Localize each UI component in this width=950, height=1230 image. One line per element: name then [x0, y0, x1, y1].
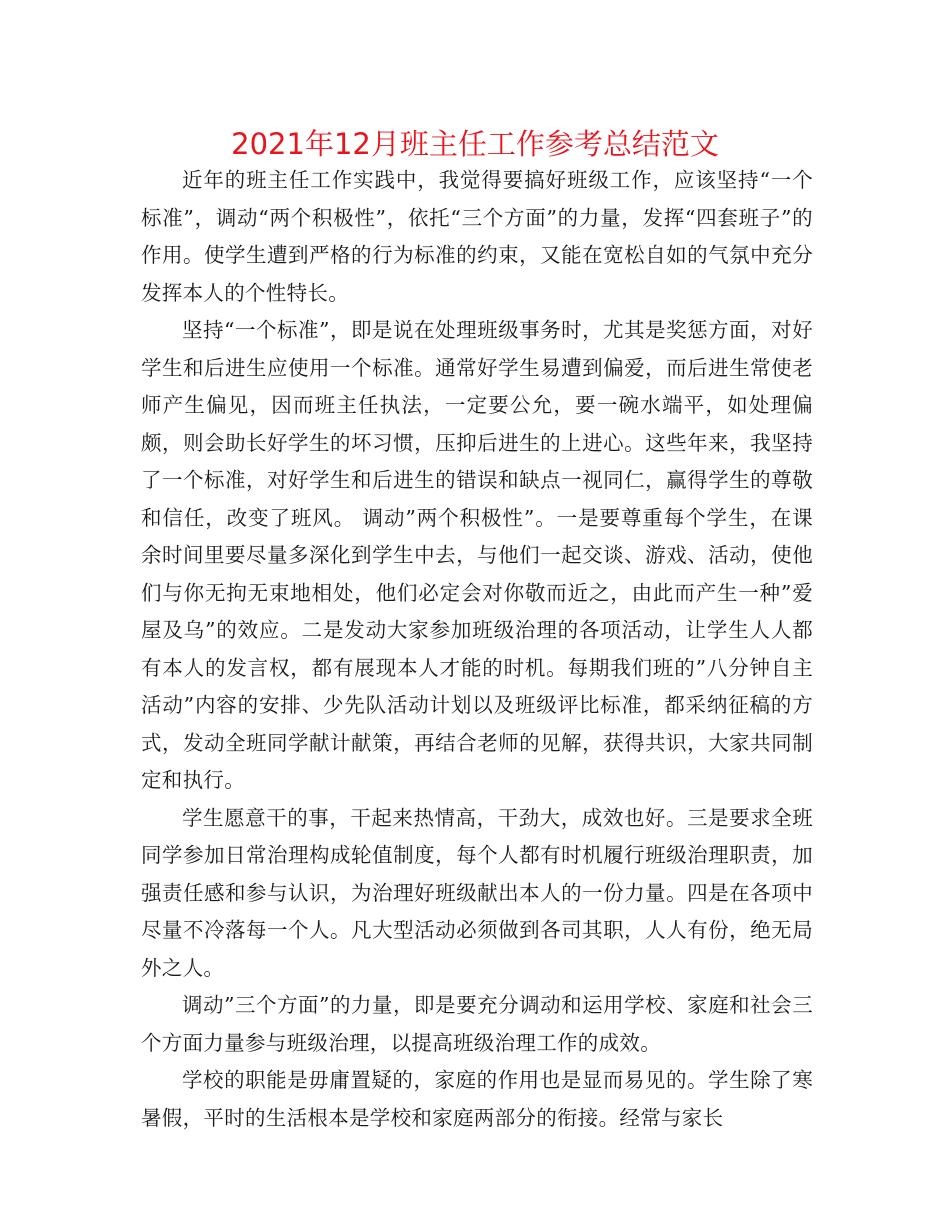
- paragraph-3: 学生愿意干的事，干起来热情高，干劲大，成效也好。三是要求全班同学参加日常治理构成轮值制度，每个人都有时机履行班级治理职责，加强责任感和参与认识，为治理好班级献出本人的一份力量。四是在各项中尽量不冷落每一个人。凡大型活动必须做到各司其职，人人有份，绝无局外之人。: [141, 805, 813, 980]
- document-body: [141, 162, 813, 1137]
- paragraph-5: 学校的职能是毋庸置疑的，家庭的作用也是显而易见的。学生除了寒暑假，平时的生活根本是学校和家庭两部分的衔接。经常与家长: [141, 1068, 813, 1130]
- paragraph-4: 调动”三个方面”的力量，即是要充分调动和运用学校、家庭和社会三个方面力量参与班级治理，以提高班级治理工作的成效。: [141, 993, 813, 1055]
- document-title: 2021年12月班主任工作参考总结范文: [231, 127, 719, 161]
- paragraph-1: 近年的班主任工作实践中，我觉得要搞好班级工作，应该坚持“一个标准”，调动“两个积极性”，依托“三个方面”的力量，发挥“四套班子”的作用。使学生遭到严格的行为标准的约束，又能在宽松自如的气氛中充分发挥本人的个性特长。: [141, 168, 813, 305]
- paragraph-2: 坚持“一个标准”，即是说在处理班级事务时，尤其是奖惩方面，对好学生和后进生应使用一个标准。通常好学生易遭到偏爱，而后进生常使老师产生偏见，因而班主任执法，一定要公允，要一碗水端平，如处理偏颇，则会助长好学生的坏习惯，压抑后进生的上进心。这些年来，我坚持了一个标准，对好学生和后进生的错误和缺点一视同仁，赢得学生的尊敬和信任，改变了班风。 调动”两个积极性”。一是要尊重每个学生，在课余时间里要尽量多深化到学生中去，与他们一起交谈、游戏、活动，使他们与你无拘无束地相处，他们必定会对你敬而近之，由此而产生一种”爱屋及乌”的效应。二是发动大家参加班级治理的各项活动，让学生人人都有本人的发言权，都有展现本人才能的时机。每期我们班的”八分钟自主活动”内容的安排、少先队活动计划以及班级评比标准，都采纳征稿的方式，发动全班同学献计献策，再结合老师的见解，获得共识，大家共同制定和执行。: [141, 318, 813, 792]
